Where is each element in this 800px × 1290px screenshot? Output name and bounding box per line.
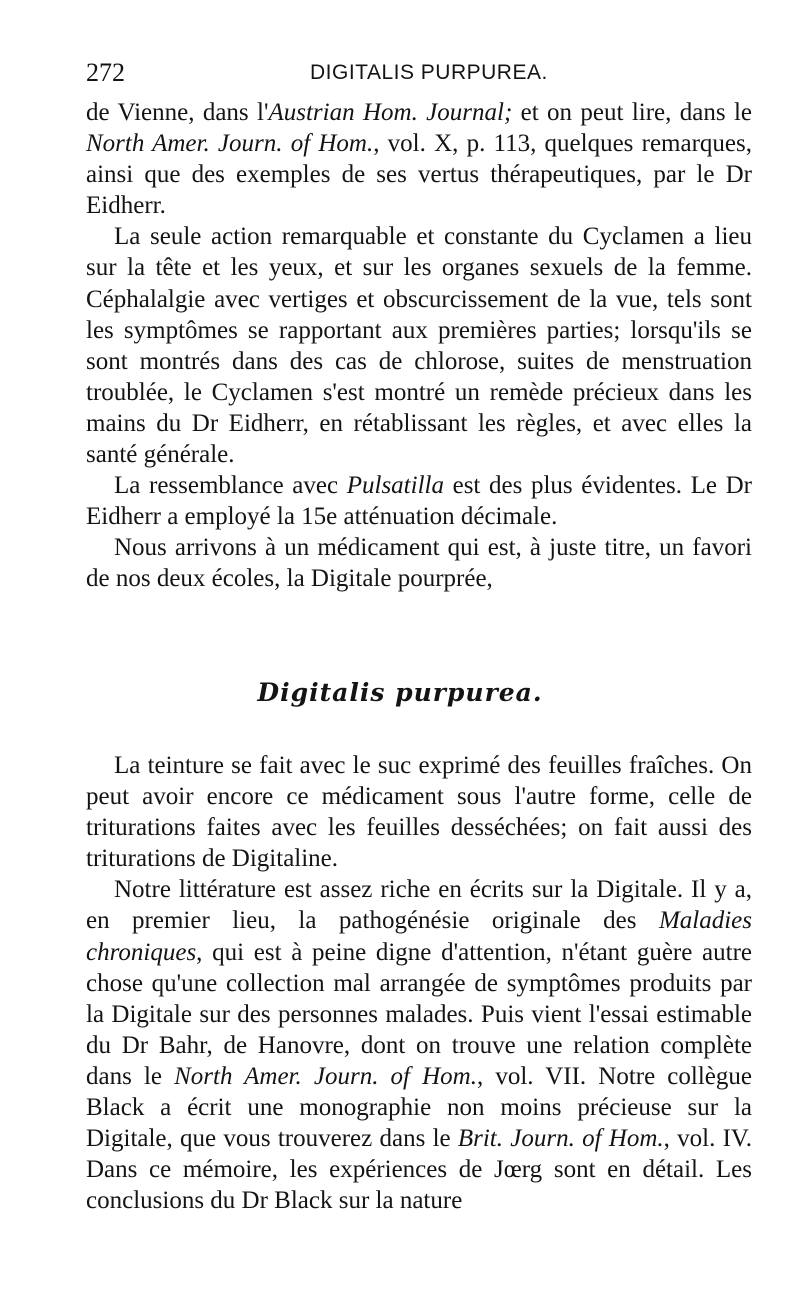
page-header [0,55,800,91]
text-run: Notre littérature est assez riche en écrits sur la Digitale. Il y a, en premier lieu, la pathogénésie originale des [86,876,752,935]
italic-title: North Amer. Journ. of Hom. [174,1062,477,1090]
italic-term: Pulsatilla [346,472,444,500]
paragraph: La seule action remarquable et constante du Cyclamen a lieu sur la tête et les yeux, et sur les organes sexuels de la femme. Céphalalgie avec vertiges et obscurcissement de la vue, tels sont les symptômes se rapportant aux premières parties; lorsqu'ils se sont montrés dans des cas de chlorose, suites de menstruation troublée, le Cyclamen s'est montré un remède précieux dans les mains du Dr Eidherr, en rétablissant les règles, et avec elles la santé générale. [86,223,752,469]
italic-title: Maladies chroniques [86,907,752,966]
italic-title: North Amer. Journ. of Hom. [86,130,374,158]
italic-title: Brit. Journ. of Hom. [457,1125,664,1153]
text-run: , vol. X, p. 113, quelques remarques, ainsi que des exemples de ses vertus thérapeutiques, par le Dr Eidherr. [86,130,752,220]
paragraph: Nous arrivons à un médicament qui est, à juste titre, un favori de nos deux écoles, la Digitale pourprée, [86,534,752,593]
text-run: , vol. IV. Dans ce mémoire, les expériences de Jœrg sont en détail. Les conclusions du Dr Black sur la nature [86,1125,752,1215]
page-number: 272 [86,58,125,87]
text-run: est des plus évidentes. Le Dr Eidherr a employé la 15e atténuation décimale. [86,472,752,531]
paragraph-continued [86,97,752,221]
italic-title: Austrian Hom. Journal; [268,99,513,126]
text-run: , qui est à peine digne d'attention, n'étant guère autre chose qu'une collection mal arrangée de symptômes produits par la Digitale sur des personnes malades. Puis vient l'essai estimable du Dr Bahr, de Hanovre, dont on trouve une relation complète dans le [86,938,752,1090]
paragraph: La teinture se fait avec le suc exprimé des feuilles fraîches. On peut avoir encore ce médicament sous l'autre forme, celle de triturations faites avec les feuilles desséchées; on fait aussi des triturations de Digitaline. [86,752,752,873]
text-block-top [86,97,752,595]
text-run: et on peut lire, dans le [512,99,752,126]
paragraph [86,874,752,1216]
text-run: La ressemblance avec [114,472,347,500]
running-head: DIGITALIS PURPUREA. [310,61,548,84]
section-heading: Digitalis purpurea. [257,678,543,707]
text-block-bottom [86,750,752,1216]
paragraph [86,470,752,532]
text-run: , vol. VII. Notre collègue Black a écrit une monographie non moins précieuse sur la Digitale, que vous trouverez dans le [86,1062,752,1153]
text-run: de Vienne, dans l' [86,99,269,126]
